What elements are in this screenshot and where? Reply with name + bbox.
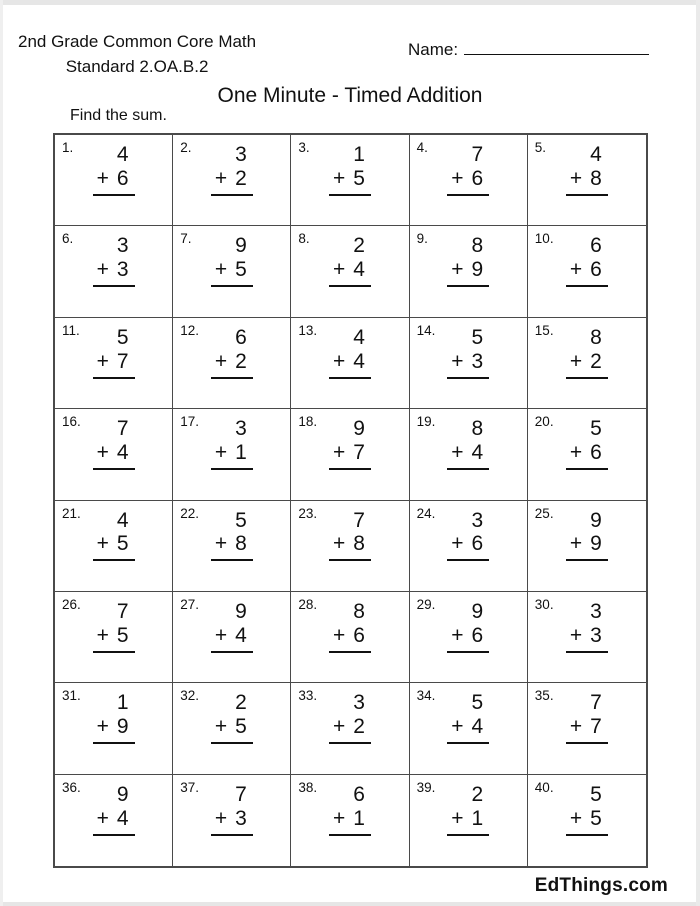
addend-bottom: 4: [116, 806, 129, 830]
addend-top: 9: [235, 599, 247, 623]
problem-cell: [173, 226, 291, 317]
instruction-text: Find the sum.: [70, 107, 167, 124]
addend-bottom: 6: [471, 532, 484, 556]
problem-cell: [528, 501, 646, 592]
addend-top: 4: [353, 325, 365, 349]
addend-top: 8: [471, 417, 484, 441]
problem-number: 12.: [180, 322, 199, 338]
addend-top: 9: [235, 234, 247, 258]
plus-sign: +: [333, 258, 346, 282]
addend-bottom-row: [329, 807, 371, 836]
plus-sign: +: [451, 623, 464, 647]
addend-top: 7: [471, 143, 484, 166]
addition-problem: [329, 509, 371, 562]
addition-problem: [566, 783, 608, 836]
problem-cell: [410, 409, 528, 500]
addend-top: 2: [471, 782, 484, 806]
course-title: 2nd Grade Common Core Math: [18, 32, 257, 51]
plus-sign: +: [333, 349, 346, 373]
addend-bottom-row: [329, 258, 371, 287]
addend-bottom: 1: [235, 441, 247, 465]
addend-bottom-row: [329, 624, 371, 653]
plus-sign: +: [569, 532, 583, 556]
addend-top: 5: [471, 691, 484, 715]
addition-problem: [447, 509, 489, 562]
addend-bottom-row: [329, 350, 371, 379]
addend-bottom: 8: [353, 532, 365, 556]
problem-cell: [410, 318, 528, 409]
problem-cell: [410, 135, 528, 226]
problem-cell: [55, 409, 173, 500]
addend-bottom-row: [93, 715, 135, 744]
addend-bottom: 8: [590, 166, 602, 190]
addition-problem: [211, 417, 253, 470]
addend-bottom: 8: [235, 532, 247, 556]
addition-problem: [329, 143, 371, 196]
addend-bottom-row: [329, 532, 371, 561]
addend-bottom: 6: [471, 623, 484, 647]
problem-number: 30.: [534, 596, 554, 612]
addend-bottom: 9: [471, 258, 484, 282]
problem-number: 33.: [298, 688, 318, 704]
problem-number: 19.: [416, 414, 436, 430]
problem-number: 22.: [180, 505, 199, 521]
plus-sign: +: [214, 349, 228, 373]
addend-bottom-row: [211, 807, 253, 836]
plus-sign: +: [214, 806, 228, 830]
addition-problem: [566, 234, 608, 287]
addition-problem: [329, 417, 371, 470]
addition-problem: [93, 143, 135, 196]
addend-bottom-row: [211, 715, 253, 744]
addend-bottom-row: [329, 715, 371, 744]
problem-cell: [528, 409, 646, 500]
addition-problem: [566, 691, 608, 744]
plus-sign: +: [333, 623, 346, 647]
plus-sign: +: [569, 166, 583, 190]
problem-cell: [291, 501, 409, 592]
problem-cell: [291, 135, 409, 226]
addend-bottom-row: [211, 624, 253, 653]
addition-problem: [566, 143, 608, 196]
scan-edge-top: [0, 0, 700, 5]
problem-number: 5.: [534, 140, 547, 155]
addend-top: 9: [353, 417, 365, 441]
problem-cell: [55, 592, 173, 683]
plus-sign: +: [96, 715, 109, 739]
addend-bottom: 4: [353, 349, 365, 373]
addend-bottom-row: [211, 167, 253, 196]
addend-top: 9: [116, 782, 129, 806]
addend-bottom-row: [447, 807, 489, 836]
addend-bottom-row: [329, 441, 371, 470]
plus-sign: +: [214, 166, 228, 190]
addend-top: 6: [353, 782, 365, 806]
problem-number: 3.: [298, 140, 310, 155]
plus-sign: +: [569, 258, 583, 282]
addend-bottom: 1: [353, 806, 365, 830]
addend-top: 3: [353, 691, 365, 715]
addend-bottom-row: [566, 441, 608, 470]
addend-top: 2: [235, 691, 247, 715]
problem-cell: [528, 318, 646, 409]
addend-bottom: 9: [116, 715, 129, 739]
problems-grid: [53, 133, 648, 868]
problem-number: 11.: [62, 322, 80, 338]
addend-bottom-row: [93, 350, 135, 379]
plus-sign: +: [214, 258, 228, 282]
addend-bottom-row: [566, 807, 608, 836]
addend-bottom-row: [566, 258, 608, 287]
plus-sign: +: [451, 532, 464, 556]
problem-cell: [55, 226, 173, 317]
brand-footer: EdThings.com: [534, 875, 668, 896]
problem-number: 38.: [298, 779, 318, 795]
addition-problem: [211, 600, 253, 653]
problem-number: 28.: [298, 596, 318, 612]
addition-problem: [447, 417, 489, 470]
addition-problem: [93, 600, 135, 653]
plus-sign: +: [451, 258, 464, 282]
addend-bottom-row: [447, 167, 489, 196]
plus-sign: +: [214, 715, 228, 739]
addition-problem: [211, 509, 253, 562]
problem-cell: [173, 409, 291, 500]
addend-bottom: 2: [235, 166, 247, 190]
problem-number: 8.: [298, 231, 310, 247]
addition-problem: [329, 600, 371, 653]
addend-bottom-row: [447, 715, 489, 744]
problem-number: 26.: [62, 596, 81, 612]
standard-code: Standard 2.OA.B.2: [65, 56, 209, 76]
addend-bottom: 4: [471, 441, 484, 465]
addition-problem: [447, 143, 489, 196]
problem-number: 32.: [180, 688, 199, 704]
addition-problem: [93, 783, 135, 836]
plus-sign: +: [96, 806, 109, 830]
addend-top: 5: [116, 325, 129, 349]
problem-number: 31.: [62, 688, 81, 704]
addition-problem: [447, 600, 489, 653]
problem-cell: [410, 226, 528, 317]
problem-cell: [291, 775, 409, 866]
addend-bottom-row: [211, 532, 253, 561]
addition-problem: [329, 691, 371, 744]
addend-bottom: 3: [471, 349, 484, 373]
addend-bottom-row: [93, 807, 135, 836]
plus-sign: +: [451, 715, 464, 739]
problem-number: 7.: [180, 231, 192, 247]
addend-top: 4: [590, 143, 602, 166]
addend-bottom-row: [93, 167, 135, 196]
addend-top: 7: [116, 599, 129, 623]
problem-cell: [291, 409, 409, 500]
addition-problem: [329, 783, 371, 836]
problem-cell: [55, 135, 173, 226]
problem-cell: [291, 318, 409, 409]
addend-bottom-row: [566, 532, 608, 561]
addition-problem: [447, 691, 489, 744]
addend-bottom: 4: [471, 715, 484, 739]
addition-problem: [211, 691, 253, 744]
plus-sign: +: [96, 532, 109, 556]
addend-top: 5: [471, 325, 484, 349]
addend-top: 8: [353, 599, 365, 623]
addend-bottom: 7: [116, 349, 129, 373]
addition-problem: [447, 783, 489, 836]
problem-number: 27.: [180, 596, 199, 612]
plus-sign: +: [96, 258, 109, 282]
addend-bottom: 5: [590, 806, 602, 830]
problem-cell: [173, 318, 291, 409]
problem-number: 36.: [62, 779, 81, 795]
addend-top: 2: [353, 234, 365, 258]
problem-number: 18.: [298, 414, 318, 430]
addend-bottom: 6: [590, 441, 602, 465]
addend-top: 7: [235, 782, 247, 806]
plus-sign: +: [214, 623, 228, 647]
problem-cell: [410, 592, 528, 683]
problem-cell: [291, 592, 409, 683]
addend-top: 6: [590, 234, 602, 258]
problem-cell: [173, 135, 291, 226]
addend-bottom-row: [93, 258, 135, 287]
addend-top: 1: [116, 691, 129, 715]
addend-top: 5: [590, 417, 602, 441]
addition-problem: [329, 234, 371, 287]
plus-sign: +: [451, 349, 464, 373]
addend-top: 6: [235, 325, 247, 349]
addend-bottom: 6: [353, 623, 365, 647]
problem-cell: [410, 775, 528, 866]
addend-bottom-row: [566, 350, 608, 379]
addend-top: 9: [590, 508, 602, 532]
name-blank-line: [464, 40, 649, 55]
addend-top: 3: [116, 234, 129, 258]
addition-problem: [211, 783, 253, 836]
addend-bottom: 4: [353, 258, 365, 282]
plus-sign: +: [96, 349, 109, 373]
addend-bottom-row: [447, 441, 489, 470]
plus-sign: +: [569, 623, 583, 647]
problem-cell: [410, 501, 528, 592]
addend-bottom-row: [447, 532, 489, 561]
name-label: Name:: [408, 40, 459, 59]
plus-sign: +: [451, 441, 464, 465]
problem-cell: [528, 775, 646, 866]
addend-bottom: 4: [116, 441, 129, 465]
addend-top: 3: [590, 599, 602, 623]
addend-bottom: 5: [353, 166, 365, 190]
problem-cell: [291, 226, 409, 317]
addend-bottom: 7: [590, 715, 602, 739]
addition-problem: [566, 509, 608, 562]
addend-top: 8: [471, 234, 484, 258]
problem-number: 4.: [416, 140, 428, 155]
problem-cell: [173, 683, 291, 774]
addend-bottom: 7: [353, 441, 365, 465]
addend-bottom: 5: [235, 715, 247, 739]
addend-bottom-row: [447, 624, 489, 653]
problem-cell: [55, 775, 173, 866]
plus-sign: +: [451, 166, 464, 190]
addend-bottom-row: [566, 624, 608, 653]
scan-edge-left: [0, 0, 3, 906]
problem-number: 21.: [62, 505, 81, 521]
plus-sign: +: [96, 441, 109, 465]
addend-bottom: 4: [235, 623, 247, 647]
problem-number: 2.: [180, 140, 192, 155]
addend-bottom: 1: [471, 806, 484, 830]
plus-sign: +: [96, 166, 109, 190]
addend-bottom-row: [566, 167, 608, 196]
problem-cell: [55, 318, 173, 409]
addend-top: 7: [590, 691, 602, 715]
problem-number: 40.: [534, 779, 554, 795]
addition-problem: [93, 691, 135, 744]
addend-bottom: 5: [116, 532, 129, 556]
addend-top: 7: [353, 508, 365, 532]
plus-sign: +: [569, 806, 583, 830]
addend-bottom: 3: [590, 623, 602, 647]
problem-cell: [528, 226, 646, 317]
addition-problem: [211, 143, 253, 196]
addend-bottom-row: [211, 350, 253, 379]
plus-sign: +: [214, 532, 228, 556]
problem-cell: [173, 775, 291, 866]
addend-bottom-row: [447, 350, 489, 379]
plus-sign: +: [451, 806, 464, 830]
addition-problem: [211, 326, 253, 379]
plus-sign: +: [569, 715, 583, 739]
addition-problem: [93, 509, 135, 562]
addend-bottom-row: [211, 441, 253, 470]
plus-sign: +: [333, 532, 346, 556]
addend-top: 5: [590, 782, 602, 806]
addend-bottom: 2: [353, 715, 365, 739]
problem-number: 20.: [534, 414, 554, 430]
plus-sign: +: [333, 441, 346, 465]
problem-cell: [55, 683, 173, 774]
addend-bottom: 2: [590, 349, 602, 373]
addend-top: 5: [235, 508, 247, 532]
addend-top: 3: [235, 143, 247, 166]
addend-bottom: 5: [235, 258, 247, 282]
problem-number: 17.: [180, 414, 199, 430]
problem-number: 25.: [534, 505, 554, 521]
addend-bottom: 5: [116, 623, 129, 647]
addition-problem: [211, 234, 253, 287]
plus-sign: +: [569, 349, 583, 373]
addend-top: 3: [471, 508, 484, 532]
addition-problem: [566, 417, 608, 470]
addition-problem: [93, 417, 135, 470]
addend-bottom-row: [93, 441, 135, 470]
problem-number: 13.: [298, 322, 318, 338]
addition-problem: [566, 600, 608, 653]
addend-bottom: 3: [235, 806, 247, 830]
addend-bottom: 3: [116, 258, 129, 282]
addend-top: 3: [235, 417, 247, 441]
addend-top: 4: [116, 143, 129, 166]
addend-bottom-row: [566, 715, 608, 744]
addend-bottom-row: [93, 532, 135, 561]
plus-sign: +: [96, 623, 109, 647]
addend-bottom-row: [93, 624, 135, 653]
addend-bottom: 2: [235, 349, 247, 373]
addition-problem: [93, 234, 135, 287]
plus-sign: +: [333, 166, 346, 190]
problem-number: 39.: [416, 779, 436, 795]
addend-bottom: 6: [471, 166, 484, 190]
scan-edge-right: [696, 0, 700, 906]
name-block: [408, 40, 649, 60]
problem-number: 15.: [534, 322, 554, 338]
problem-number: 34.: [416, 688, 436, 704]
addend-top: 4: [116, 508, 129, 532]
problem-number: 37.: [180, 779, 199, 795]
problem-number: 24.: [416, 505, 436, 521]
worksheet-header: [18, 30, 256, 79]
addition-problem: [93, 326, 135, 379]
addend-top: 8: [590, 325, 602, 349]
plus-sign: +: [333, 806, 346, 830]
addition-problem: [566, 326, 608, 379]
addition-problem: [329, 326, 371, 379]
problem-number: 1.: [62, 140, 74, 155]
addend-bottom-row: [447, 258, 489, 287]
addend-top: 7: [116, 417, 129, 441]
plus-sign: +: [333, 715, 346, 739]
page-title: One Minute - Timed Addition: [217, 84, 483, 107]
problem-cell: [55, 501, 173, 592]
problem-number: 10.: [534, 231, 554, 247]
problem-number: 9.: [416, 231, 428, 247]
problem-number: 16.: [62, 414, 81, 430]
addend-bottom-row: [329, 167, 371, 196]
addend-bottom: 6: [116, 166, 129, 190]
addend-bottom: 9: [590, 532, 602, 556]
addend-top: 1: [353, 143, 365, 166]
problem-cell: [291, 683, 409, 774]
problem-number: 23.: [298, 505, 318, 521]
problem-number: 35.: [534, 688, 554, 704]
problem-cell: [528, 592, 646, 683]
problem-cell: [410, 683, 528, 774]
addend-bottom-row: [211, 258, 253, 287]
problem-number: 14.: [416, 322, 436, 338]
addition-problem: [447, 234, 489, 287]
problem-number: 29.: [416, 596, 436, 612]
scan-edge-bottom: [0, 902, 700, 906]
problem-cell: [528, 135, 646, 226]
addition-problem: [447, 326, 489, 379]
problem-cell: [173, 592, 291, 683]
problem-number: 6.: [62, 231, 74, 247]
plus-sign: +: [214, 441, 228, 465]
problem-cell: [173, 501, 291, 592]
problem-cell: [528, 683, 646, 774]
addend-bottom: 6: [590, 258, 602, 282]
addend-top: 9: [471, 599, 484, 623]
plus-sign: +: [569, 441, 583, 465]
